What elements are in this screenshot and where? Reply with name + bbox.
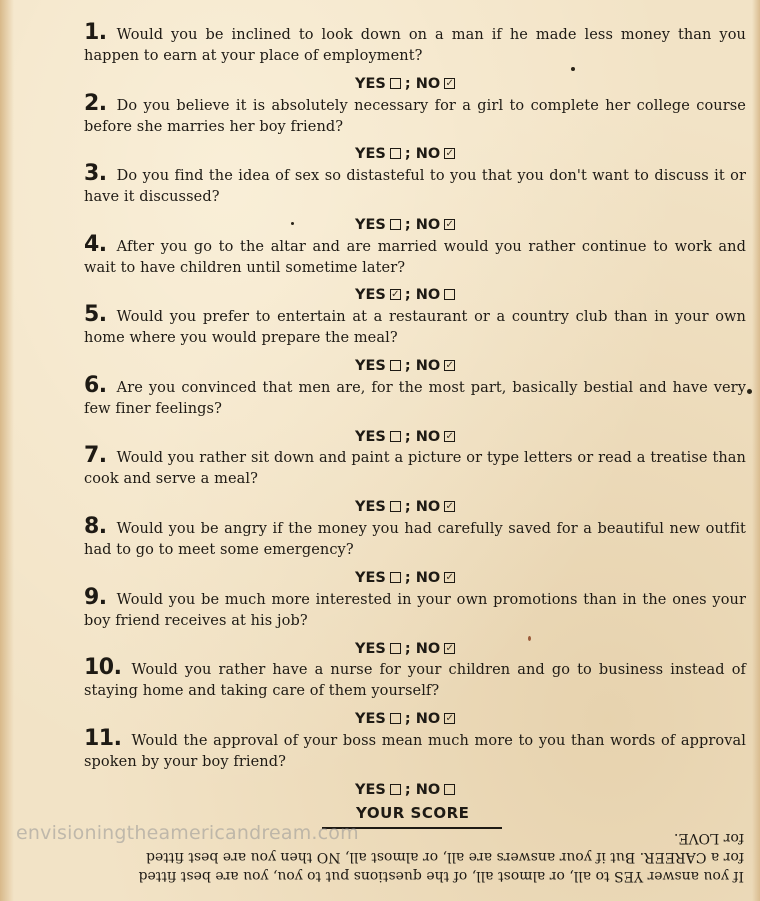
no-label: NO — [415, 782, 441, 798]
separator: ; — [404, 641, 411, 657]
yes-label: YES — [355, 358, 386, 374]
separator: ; — [404, 782, 411, 798]
yes-checkbox[interactable] — [390, 501, 401, 512]
ink-speck — [747, 389, 752, 394]
no-label: NO — [415, 217, 441, 233]
question-text: Would you be much more interested in your own promotions than in the ones your boy friend receives at his job? — [84, 592, 746, 629]
no-label: NO — [415, 711, 441, 727]
question-number: 5. — [84, 302, 107, 327]
no-label: NO — [415, 358, 441, 374]
question-text: Would you rather sit down and paint a picture or type letters or read a treatise than cook and serve a meal? — [84, 450, 746, 487]
yes-checkbox[interactable] — [390, 78, 401, 89]
separator: ; — [404, 358, 411, 374]
no-checkbox[interactable] — [444, 360, 455, 371]
yes-checkbox[interactable] — [390, 643, 401, 654]
yes-label: YES — [355, 429, 386, 445]
question-number: 3. — [84, 161, 107, 186]
answer-row-6 — [355, 429, 495, 445]
answer-key-line-3: for LOVE. — [673, 830, 744, 846]
question-11 — [84, 728, 746, 773]
no-checkbox[interactable] — [444, 219, 455, 230]
check-mark-icon: ✓ — [445, 147, 454, 159]
separator: ; — [404, 429, 411, 445]
question-4 — [84, 234, 746, 279]
question-text: Would you be angry if the money you had carefully saved for a beautiful new outfit had to go to meet some emergency? — [84, 521, 746, 558]
question-text: After you go to the altar and are married would you rather continue to work and wait to have children until sometime later? — [84, 239, 746, 276]
check-mark-icon: ✓ — [445, 642, 454, 654]
question-text: Would the approval of your boss mean much more to you than words of approval spoken by your boy friend? — [84, 733, 746, 770]
paper-right-edge — [752, 0, 760, 901]
question-2 — [84, 93, 746, 138]
yes-label: YES — [355, 570, 386, 586]
yes-checkbox[interactable] — [390, 289, 401, 300]
no-checkbox[interactable] — [444, 78, 455, 89]
yes-label: YES — [355, 287, 386, 303]
question-10 — [84, 657, 746, 702]
question-1 — [84, 22, 746, 67]
ink-speck — [571, 67, 575, 71]
question-number: 9. — [84, 585, 107, 610]
answer-row-8 — [355, 570, 495, 586]
yes-checkbox[interactable] — [390, 713, 401, 724]
answer-row-1 — [355, 76, 495, 92]
watermark: envisioningtheamericandream.com — [16, 822, 359, 844]
no-label: NO — [415, 287, 441, 303]
question-number: 11. — [84, 726, 122, 751]
ink-speck — [528, 636, 531, 641]
no-checkbox[interactable] — [444, 289, 455, 300]
your-score-heading: YOUR SCORE — [356, 804, 470, 822]
question-3 — [84, 163, 746, 208]
yes-label: YES — [355, 76, 386, 92]
check-mark-icon: ✓ — [445, 712, 454, 724]
answer-row-2 — [355, 146, 495, 162]
yes-checkbox[interactable] — [390, 148, 401, 159]
question-text: Would you prefer to entertain at a restaurant or a country club than in your own home where you would prepare the meal? — [84, 309, 746, 346]
check-mark-icon: ✓ — [445, 218, 454, 230]
yes-checkbox[interactable] — [390, 431, 401, 442]
check-mark-icon: ✓ — [445, 430, 454, 442]
question-5 — [84, 304, 746, 349]
yes-checkbox[interactable] — [390, 784, 401, 795]
question-7 — [84, 445, 746, 490]
answer-row-3 — [355, 217, 495, 233]
check-mark-icon: ✓ — [445, 571, 454, 583]
answer-row-7 — [355, 499, 495, 515]
no-label: NO — [415, 499, 441, 515]
paper-left-edge — [0, 0, 14, 901]
question-8 — [84, 516, 746, 561]
separator: ; — [404, 499, 411, 515]
yes-label: YES — [355, 146, 386, 162]
no-checkbox[interactable] — [444, 572, 455, 583]
answer-row-9 — [355, 641, 495, 657]
no-label: NO — [415, 570, 441, 586]
question-text: Do you believe it is absolutely necessary for a girl to complete her college course before she marries her boy friend? — [84, 98, 746, 135]
yes-label: YES — [355, 499, 386, 515]
question-6 — [84, 375, 746, 420]
yes-checkbox[interactable] — [390, 219, 401, 230]
no-checkbox[interactable] — [444, 501, 455, 512]
question-9 — [84, 587, 746, 632]
no-checkbox[interactable] — [444, 148, 455, 159]
question-number: 7. — [84, 443, 107, 468]
no-label: NO — [415, 146, 441, 162]
answer-key-line-2: for a CAREER. But if your answers are all, or almost all, NO then you are best fitted — [146, 849, 744, 865]
separator: ; — [404, 570, 411, 586]
question-text: Are you convinced that men are, for the most part, basically bestial and have very few finer feelings? — [84, 380, 746, 417]
question-number: 2. — [84, 91, 107, 116]
no-checkbox[interactable] — [444, 784, 455, 795]
yes-label: YES — [355, 711, 386, 727]
question-number: 6. — [84, 373, 107, 398]
separator: ; — [404, 711, 411, 727]
no-checkbox[interactable] — [444, 643, 455, 654]
question-number: 8. — [84, 514, 107, 539]
question-number: 4. — [84, 232, 107, 257]
yes-label: YES — [355, 217, 386, 233]
no-label: NO — [415, 429, 441, 445]
separator: ; — [404, 146, 411, 162]
question-number: 1. — [84, 20, 107, 45]
check-mark-icon: ✓ — [445, 500, 454, 512]
check-mark-icon: ✓ — [391, 288, 400, 300]
yes-label: YES — [355, 782, 386, 798]
answer-row-4 — [355, 287, 495, 303]
question-text: Would you rather have a nurse for your children and go to business instead of staying home and taking care of them yourself? — [84, 662, 746, 699]
yes-checkbox[interactable] — [390, 572, 401, 583]
no-checkbox[interactable] — [444, 713, 455, 724]
yes-checkbox[interactable] — [390, 360, 401, 371]
question-text: Would you be inclined to look down on a man if he made less money than you happen to earn at your place of employment? — [84, 27, 746, 64]
answer-key-line-1: If you answer YES to all, or almost all, of the questions put to you, you are best fitted — [138, 868, 744, 884]
answer-row-5 — [355, 358, 495, 374]
yes-label: YES — [355, 641, 386, 657]
no-label: NO — [415, 641, 441, 657]
separator: ; — [404, 287, 411, 303]
check-mark-icon: ✓ — [445, 359, 454, 371]
no-checkbox[interactable] — [444, 431, 455, 442]
separator: ; — [404, 76, 411, 92]
answer-row-10 — [355, 711, 495, 727]
question-number: 10. — [84, 655, 122, 680]
ink-speck — [291, 222, 294, 225]
check-mark-icon: ✓ — [445, 77, 454, 89]
upside-down-answer-key — [44, 828, 744, 885]
answer-row-11 — [355, 782, 495, 798]
separator: ; — [404, 217, 411, 233]
question-text: Do you find the idea of sex so distasteful to you that you don't want to discuss it or have it discussed? — [84, 168, 746, 205]
no-label: NO — [415, 76, 441, 92]
